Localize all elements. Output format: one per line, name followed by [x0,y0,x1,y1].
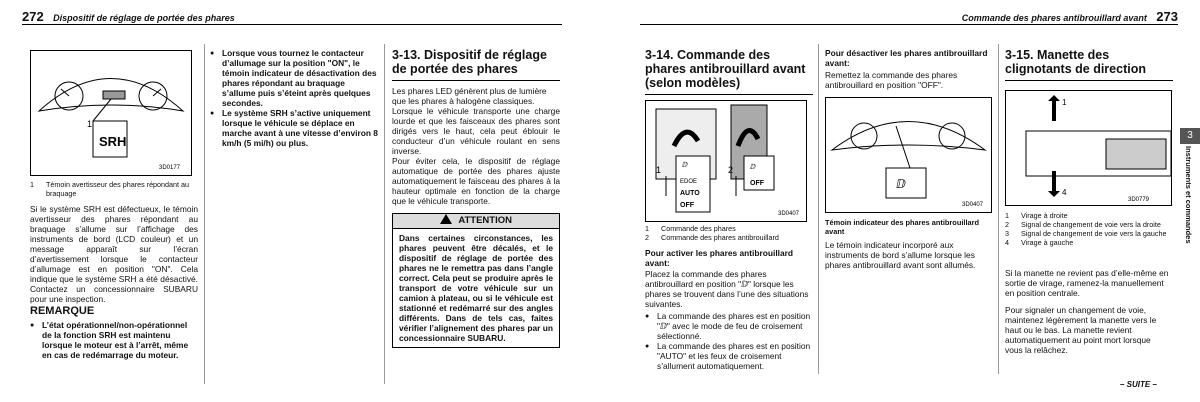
srh-note-ignition: ● Lorsque vous tournez le contacteur d’allumage sur la position "ON", le témoin indicateur de désactivation des phares répondant au braquage s’allume puis s’éteint après quelques secondes. [210,48,378,108]
attention-title: ATTENTION [458,215,512,226]
section-315-rule [1005,80,1173,81]
warning-icon [440,214,452,224]
column-divider [818,44,819,374]
section-313-body [392,86,560,206]
turn-signal-figure [1005,90,1172,206]
caption-number: 1 [30,180,34,189]
lane-change-paragraph: Pour signaler un changement de voie, maintenez légèrement la manette vers le haut ou le bas. La manette revient automatiquement au point mort lorsque vous la relâchez. [1005,305,1157,355]
section-314-title: 3-14. Commande des phares antibrouillard avant (selon modèles) [645,48,806,90]
turn-signal-caption [1005,211,1170,247]
section-313-para: Les phares LED génèrent plus de lumière que les phares à halogène classiques. [392,86,547,106]
fog-switch-figure [645,100,807,222]
caption-text: Commande des phares antibrouillard [661,233,779,242]
remarque-title: REMARQUE [30,305,95,317]
right-header-rule [640,24,1178,25]
chapter-tab: 3 [1180,128,1200,144]
fog-indicator-figure [825,97,992,213]
column-divider [998,44,999,374]
fog-indicator-paragraph: Le témoin indicateur incorporé aux instruments de bord s’allume lorsque les phares antibrouillard avant sont allumés. [825,240,976,270]
section-313-rule [392,80,560,81]
activate-paragraph: Placez la commande des phares antibrouillard en position "ⅅ" lorsque les phares se trouvent dans l’une des situations suivantes. [645,269,809,309]
left-page-number: 272 [22,9,44,24]
section-315-title: 3-15. Manette des clignotants de direction [1005,48,1146,76]
srh-callout: 1 [87,119,93,129]
caption-text: Signal de changement de voie vers la gauche [1021,229,1167,238]
chapter-tab-text-wrap [1180,146,1200,296]
fog-indicator-drawing [826,98,991,212]
switch-label-auto: AUTO [680,190,700,197]
activate-title: Pour activer les phares antibrouillard avant: [645,248,794,268]
caption-text: Virage à gauche [1021,238,1074,247]
switch-label-edoe: EDOE [680,179,698,185]
srh-notes-list [210,48,378,148]
fog-figure-caption [645,224,813,242]
attention-text: Dans certaines circonstances, les phares peuvent être décalés, et le dispositif de réglage de portée des phares ne le remettra pas dans l’angle correct. Cela peut se produire après le transport de votre véhicule sur un camion à plateau, ou si le véhicule est stationné et redémarré sur des angles différents. Dans de tels cas, faites vérifier l’alignement des phares par un concessionnaire SUBARU. [399,233,553,343]
activate-item: ● La commande des phares est en position "AUTO" et les feux de croisement s’allument automatiquement. [645,341,813,371]
remarque-list [30,320,198,360]
caption-text: Signal de changement de voie vers la droite [1021,220,1161,229]
srh-note-forward: ● Le système SRH s’active uniquement lorsque le véhicule se déplace en marche avant à une vitesse d’environ 8 km/h (5 mi/h) ou plus. [210,108,378,148]
turn-callout-1: 1 [1062,98,1067,107]
fog-indicator-code: 3D0407 [962,202,984,208]
srh-figure [30,50,192,176]
attention-box [392,213,560,348]
activate-list [645,311,813,371]
fog-switch-drawing [646,101,806,221]
srh-dashboard-drawing [31,51,191,175]
activate-item: ● La commande des phares est en position "ⅅ" avec le mode de feu de croisement sélectionné. [645,311,813,341]
fog-switch-off-label: OFF [750,180,764,187]
deactivate-paragraph: Remettez la commande des phares antibrouillard en position "OFF". [825,70,958,90]
turn-callout-4: 4 [1062,188,1067,197]
turn-figure-code: 3D0779 [1128,197,1150,203]
caption-text: Commande des phares [661,224,736,233]
fog-light-symbol-icon: ⅅ [682,162,688,169]
caption-number: 2 [645,233,649,242]
turn-callout-3: 3 [1052,174,1057,183]
switch-label-off: OFF [680,202,694,209]
fog-indicator-icon: ⅅ [896,177,906,191]
turn-return-paragraph: Si la manette ne revient pas d’elle-même en sortie de virage, ramenez-la manuellement en position centrale. [1005,268,1169,298]
left-header-title: Dispositif de réglage de portée des phares [53,13,235,23]
section-314-rule [645,94,813,95]
fog-figure-callout-1: 1 [656,165,662,175]
turn-signal-drawing [1006,91,1171,205]
deactivate-title: Pour désactiver les phares antibrouillard avant: [825,48,988,68]
section-313-title: 3-13. Dispositif de réglage de portée des phares [392,48,547,76]
srh-defect-paragraph: Si le système SRH est défectueux, le témoin avertisseur des phares répondant au braquage s’allume sur l’affichage des instruments de bord (LCD couleur) et un message apparaît sur l’écran d’avertissement lorsque le contacteur d’allumage est en position "ON". Cela indique que le système SRH a été désactivé. Contactez un concessionnaire SUBARU pour une inspection. [30,204,198,304]
section-313-para: Pour éviter cela, le dispositif de réglage automatique de portée des phares ajuste automatiquement le faisceau des phares à la hauteur optimale en fonction de la charge que le véhicule transporte. [392,156,560,206]
srh-label: SRH [99,134,127,149]
caption-number: 4 [1005,238,1009,247]
srh-figure-code: 3D0177 [159,165,181,171]
column-divider [204,44,205,384]
fog-front-icon: ⅅ [750,164,756,171]
turn-callout-2: 2 [1052,114,1057,123]
remarque-item: ● L’état opérationnel/non-opérationnel de la fonction SRH est maintenu lorsque le moteur est à l’arrêt, même en cas de redémarrage du moteur. [30,320,198,360]
caption-text: Virage à droite [1021,211,1068,220]
fog-indicator-caption: Témoin indicateur des phares antibrouillard avant [825,218,980,236]
srh-caption [30,180,195,198]
left-header-rule [22,24,562,25]
suite-label: – SUITE – [1120,380,1157,389]
caption-number: 3 [1005,229,1009,238]
fog-figure-callout-2: 2 [728,165,734,175]
chapter-tab-text: Instruments et commandes [1184,146,1193,244]
attention-header [393,214,559,229]
column-divider [384,44,385,384]
fog-figure-code: 3D0407 [778,211,800,217]
caption-number: 1 [1005,211,1009,220]
section-313-para: Lorsque le véhicule transporte une charge lourde et que les faisceaux des phares sont dirigés vers le haut, cela peut éblouir le conducteur d’un véhicule roulant en sens inverse. [392,106,560,156]
caption-number: 2 [1005,220,1009,229]
right-header-title: Commande des phares antibrouillard avant [961,13,1147,23]
caption-number: 1 [645,224,649,233]
caption-text: Témoin avertisseur des phares répondant au braquage [46,180,190,198]
right-page-number: 273 [1156,9,1178,24]
